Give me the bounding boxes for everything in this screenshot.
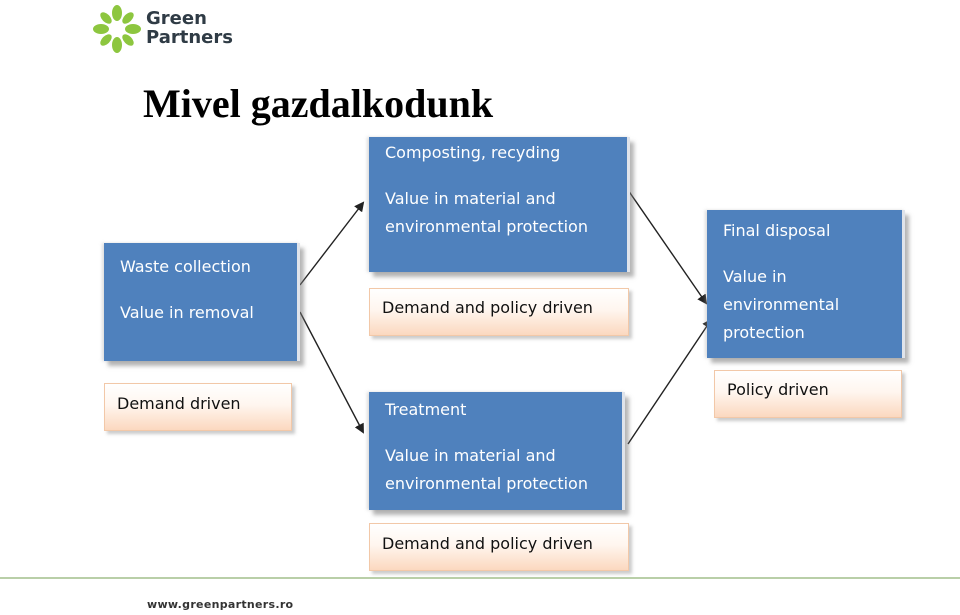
arrow-waste-to-treatment bbox=[300, 312, 363, 432]
tag-compost: Demand and policy driven bbox=[369, 288, 629, 336]
logo-line-1: Green bbox=[146, 8, 207, 29]
box-final-label: Final disposal bbox=[723, 221, 831, 240]
logo-line-2: Partners bbox=[146, 27, 233, 48]
box-waste-collection bbox=[104, 243, 300, 361]
box-compost-value-2: environmental protection bbox=[385, 217, 588, 236]
box-final-value-2: environmental bbox=[723, 295, 840, 314]
box-waste-label: Waste collection bbox=[120, 257, 251, 276]
box-composting bbox=[369, 137, 630, 272]
box-treatment-label: Treatment bbox=[385, 400, 467, 419]
tag-waste: Demand driven bbox=[104, 383, 292, 431]
box-final-value-3: protection bbox=[723, 323, 805, 342]
tag-final: Policy driven bbox=[714, 370, 902, 418]
box-final-value-1: Value in bbox=[723, 267, 787, 286]
tag-treatment: Demand and policy driven bbox=[369, 523, 629, 571]
footer-url: www.greenpartners.ro bbox=[147, 598, 294, 611]
page-title: Mivel gazdalkodunk bbox=[143, 81, 494, 126]
arrow-treatment-to-final bbox=[628, 320, 711, 444]
box-waste-value: Value in removal bbox=[120, 303, 254, 322]
box-final-disposal bbox=[707, 210, 905, 358]
box-compost-label: Composting, recyding bbox=[385, 143, 561, 162]
box-treatment bbox=[369, 392, 625, 510]
arrow-waste-to-compost bbox=[300, 203, 363, 285]
box-treatment-value-2: environmental protection bbox=[385, 474, 588, 493]
footer-divider bbox=[0, 577, 960, 579]
arrow-compost-to-final bbox=[628, 190, 706, 303]
box-compost-value-1: Value in material and bbox=[385, 189, 556, 208]
box-treatment-value-1: Value in material and bbox=[385, 446, 556, 465]
